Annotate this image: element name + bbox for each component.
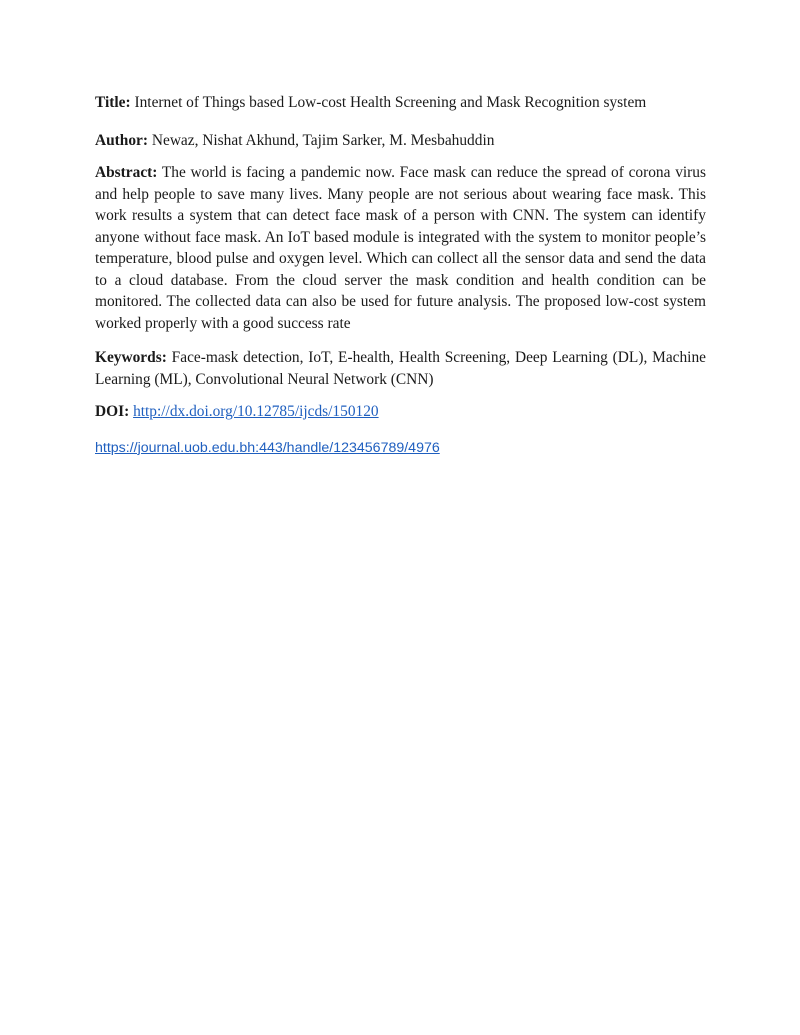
- doi-paragraph: [95, 401, 706, 423]
- journal-handle-link[interactable]: https://journal.uob.edu.bh:443/handle/123456789/4976: [95, 439, 440, 456]
- doi-label: DOI:: [95, 403, 130, 420]
- journal-link-paragraph: [95, 438, 706, 458]
- author-label: Author:: [95, 131, 149, 149]
- author-paragraph: [95, 130, 706, 152]
- abstract-label: Abstract:: [95, 164, 158, 181]
- document-page: [95, 92, 706, 458]
- author-text: Newaz, Nishat Akhund, Tajim Sarker, M. Mesbahuddin: [151, 131, 495, 149]
- title-label: Title:: [95, 94, 131, 111]
- keywords-paragraph: [95, 347, 706, 390]
- abstract-paragraph: [95, 162, 706, 334]
- abstract-text: The world is facing a pandemic now. Face mask can reduce the spread of corona virus and help people to save many lives. Many people are not serious about wearing face mask. This work results a system that can detect face mask of a person with CNN. The system can identify anyone without face mask. An IoT based module is integrated with the system to monitor people’s temperature, blood pulse and oxygen level. Which can collect all the sensor data and send the data to a cloud database. From the cloud server the mask condition and health condition can be monitored. The collected data can also be used for future analysis. The proposed low-cost system worked properly with a good success rate: [95, 164, 706, 332]
- doi-link[interactable]: http://dx.doi.org/10.12785/ijcds/150120: [133, 403, 379, 420]
- title-paragraph: [95, 92, 706, 114]
- title-text: Internet of Things based Low-cost Health Screening and Mask Recognition system: [134, 94, 647, 111]
- keywords-text: Face-mask detection, IoT, E-health, Health Screening, Deep Learning (DL), Machine Learning (ML), Convolutional Neural Network (CNN): [95, 349, 706, 388]
- keywords-label: Keywords:: [95, 349, 167, 366]
